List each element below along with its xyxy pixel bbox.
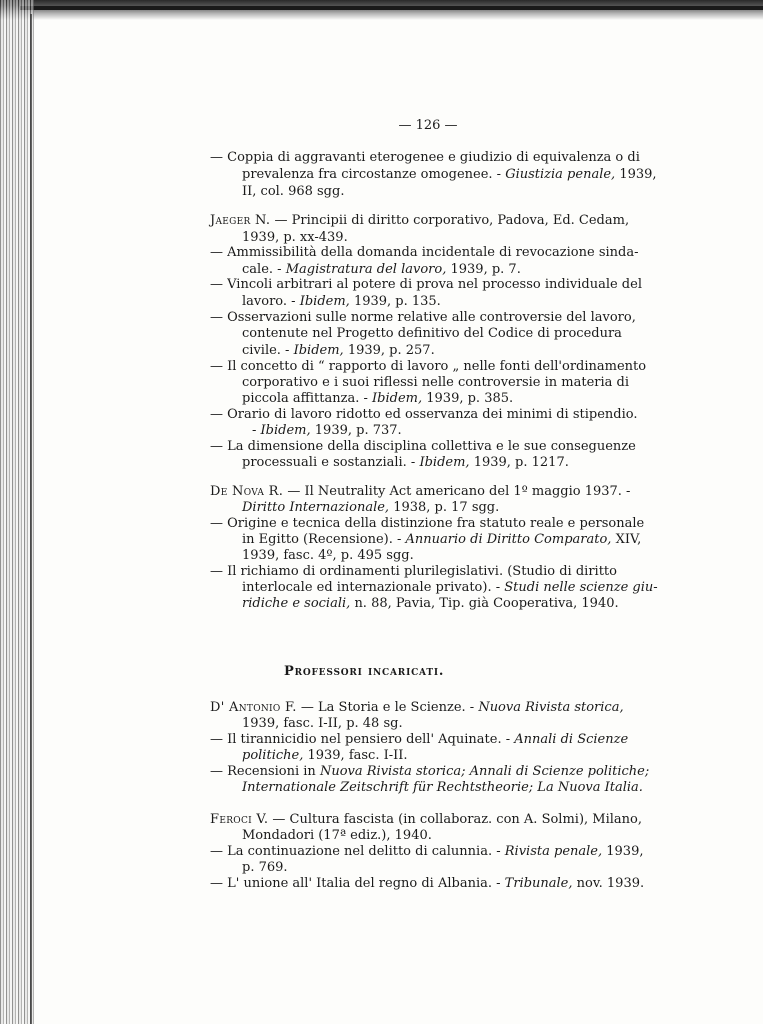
author-name: Jaeger N. bbox=[210, 213, 271, 228]
entry-line: p. 769. bbox=[242, 860, 288, 875]
entry-line: — Orario di lavoro ridotto ed osservanza dei minimi di stipendio. bbox=[210, 407, 638, 422]
entry-line: II, col. 968 sgg. bbox=[242, 184, 345, 199]
document-page bbox=[208, 0, 658, 1024]
entry-line: ridiche e sociali, n. 88, Pavia, Tip. già Cooperativa, 1940. bbox=[242, 596, 619, 611]
entry-line: corporativo e i suoi riflessi nelle controversie in materia di bbox=[242, 375, 630, 390]
entry-line: — Il tirannicidio nel pensiero dell' Aquinate. - Annali di Scienze bbox=[210, 732, 629, 747]
author-entry: Feroci V. — Cultura fascista (in collaboraz. con A. Solmi), Milano, bbox=[210, 812, 642, 827]
entry-line: — Coppia di aggravanti eterogenee e giudizio di equivalenza o di bbox=[210, 150, 640, 165]
entry-line: — Recensioni in Nuova Rivista storica; Annali di Scienze politiche; bbox=[210, 764, 650, 779]
entry-line: — Vincoli arbitrari al potere di prova nel processo individuale del bbox=[210, 277, 642, 292]
entry-line: piccola affittanza. - Ibidem, 1939, p. 385. bbox=[242, 391, 514, 406]
entry-line: - Ibidem, 1939, p. 737. bbox=[252, 423, 402, 438]
entry-line: processuali e sostanziali. - Ibidem, 1939, p. 1217. bbox=[242, 455, 569, 470]
author-entry: De Nova R. — Il Neutrality Act americano del 1º maggio 1937. - bbox=[210, 484, 631, 499]
author-entry: D' Antonio F. — La Storia e le Scienze. - Nuova Rivista storica, bbox=[210, 700, 624, 715]
entry-line: — La dimensione della disciplina collettiva e le sue conseguenze bbox=[210, 439, 636, 454]
entry-line: prevalenza fra circostanze omogenee. - Giustizia penale, 1939, bbox=[242, 167, 657, 182]
entry-line: interlocale ed internazionale privato). - Studi nelle scienze giu- bbox=[242, 580, 658, 595]
entry-line: — Il richiamo di ordinamenti plurilegislativi. (Studio di diritto bbox=[210, 564, 617, 579]
entry-line: — Il concetto di “ rapporto di lavoro „ nelle fonti dell'ordinamento bbox=[210, 359, 647, 374]
entry-line: lavoro. - Ibidem, 1939, p. 135. bbox=[242, 294, 441, 309]
author-entry: Jaeger N. — Principii di diritto corporativo, Padova, Ed. Cedam, bbox=[210, 213, 630, 228]
entry-line: politiche, 1939, fasc. I-II. bbox=[242, 748, 408, 763]
entry-line: 1939, fasc. 4º, p. 495 sgg. bbox=[242, 548, 414, 563]
section-heading: Professori incaricati. bbox=[284, 664, 445, 679]
entry-line: civile. - Ibidem, 1939, p. 257. bbox=[242, 343, 435, 358]
entry-line: 1939, fasc. I-II, p. 48 sg. bbox=[242, 716, 403, 731]
author-name: De Nova R. bbox=[210, 484, 284, 499]
entry-line: — Osservazioni sulle norme relative alle controversie del lavoro, bbox=[210, 310, 636, 325]
page-number: — 126 — bbox=[398, 118, 458, 133]
entry-line: — Ammissibilità della domanda incidentale di revocazione sinda- bbox=[210, 245, 639, 260]
binding-line bbox=[30, 14, 32, 1024]
entry-line: — L' unione all' Italia del regno di Albania. - Tribunale, nov. 1939. bbox=[210, 876, 645, 891]
entry-line: cale. - Magistratura del lavoro, 1939, p. 7. bbox=[242, 262, 521, 277]
entry-line: contenute nel Progetto definitivo del Codice di procedura bbox=[242, 326, 622, 341]
entry-line: Diritto Internazionale, 1938, p. 17 sgg. bbox=[242, 500, 500, 515]
entry-line: 1939, p. xx-439. bbox=[242, 230, 348, 245]
entry-line: Internationale Zeitschrift für Rechtstheorie; La Nuova Italia. bbox=[242, 780, 643, 795]
author-name: D' Antonio F. bbox=[210, 700, 297, 715]
scan-binding-edge bbox=[0, 0, 34, 1024]
entry-line: — La continuazione nel delitto di calunnia. - Rivista penale, 1939, bbox=[210, 844, 644, 859]
entry-line: Mondadori (17ª ediz.), 1940. bbox=[242, 828, 432, 843]
author-name: Feroci V. bbox=[210, 812, 269, 827]
entry-line: in Egitto (Recensione). - Annuario di Diritto Comparato, XIV, bbox=[242, 532, 642, 547]
entry-line: — Origine e tecnica della distinzione fra statuto reale e personale bbox=[210, 516, 645, 531]
